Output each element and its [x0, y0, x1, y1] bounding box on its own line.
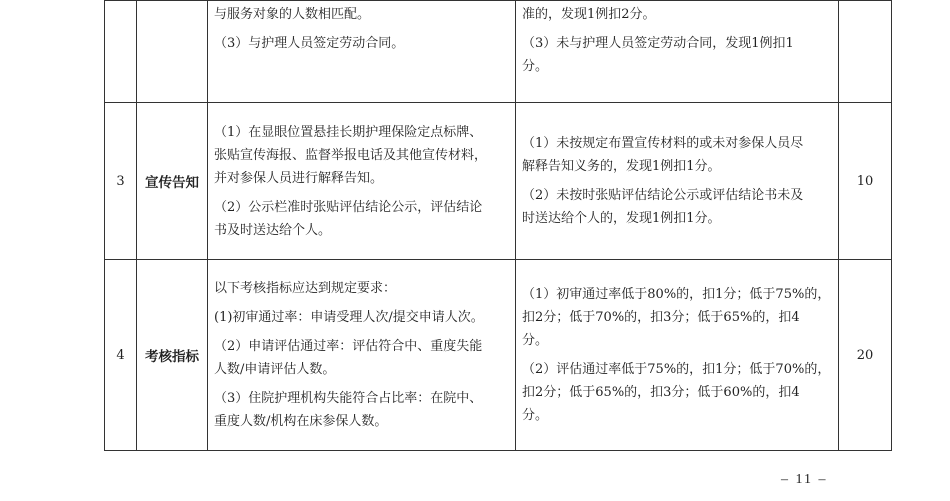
deduction-line: （3）未与护理人员签定劳动合同，发现1例扣1: [522, 36, 794, 51]
row-number: [105, 1, 137, 103]
deduction-line: （2）评估通过率低于75%的，扣1分；低于70%的，: [522, 362, 831, 377]
deduction-cell: [516, 260, 839, 451]
deduction-cell: [516, 103, 839, 260]
deduction-line: 准的，发现1例扣2分。: [522, 7, 656, 22]
requirement-line: (1)初审通过率：申请受理人次/提交申请人次。: [214, 310, 484, 325]
requirement-line: 人数/申请评估人数。: [214, 362, 336, 377]
score: [839, 1, 892, 103]
requirement-cell: [208, 103, 516, 260]
requirement-line: 并对参保人员进行解释告知。: [214, 170, 384, 186]
requirement-cell: [208, 1, 516, 103]
table-row: [105, 1, 892, 103]
deduction-line: 扣2分；低于70%的，扣3分；低于65%的，扣4: [522, 310, 800, 325]
item-title: [137, 1, 208, 103]
deduction-line: 分。: [522, 59, 549, 74]
requirement-line: （3）与护理人员签定劳动合同。: [214, 36, 405, 51]
assessment-table: [104, 0, 892, 451]
requirement-line: （2）申请评估通过率：评估符合中、重度失能: [214, 339, 483, 354]
requirement-line: 书及时送达给个人。: [214, 222, 332, 238]
deduction-line: （1）初审通过率低于80%的，扣1分；低于75%的，: [522, 287, 831, 302]
score: 20: [839, 260, 892, 451]
requirement-line: 与服务对象的人数相匹配。: [214, 7, 371, 22]
requirement-line: （2）公示栏准时张贴评估结论公示，评估结论: [214, 199, 483, 215]
item-title: 考核指标: [137, 260, 208, 451]
deduction-line: 分。: [522, 333, 549, 348]
requirement-line: 重度人数/机构在床参保人数。: [214, 414, 388, 429]
score: 10: [839, 103, 892, 260]
table-row: [105, 103, 892, 260]
item-title: 宣传告知: [137, 103, 208, 260]
row-number: 4: [105, 260, 137, 451]
page-number: – 11 –: [781, 472, 828, 487]
deduction-line: 解释告知义务的，发现1例扣1分。: [522, 159, 721, 174]
row-number: 3: [105, 103, 137, 260]
table-row: [105, 260, 892, 451]
requirement-line: （3）住院护理机构失能符合占比率：在院中、: [214, 391, 483, 406]
requirement-line: 以下考核指标应达到规定要求：: [214, 281, 397, 296]
deduction-line: 时送达给个人的，发现1例扣1分。: [522, 211, 721, 226]
deduction-cell: [516, 1, 839, 103]
requirement-cell: [208, 260, 516, 451]
deduction-line: （2）未按时张贴评估结论公示或评估结论书未及: [522, 188, 804, 203]
deduction-line: 分。: [522, 408, 549, 423]
deduction-line: 扣2分；低于65%的，扣3分；低于60%的，扣4: [522, 385, 800, 400]
deduction-line: （1）未按规定布置宣传材料的或未对参保人员尽: [522, 136, 804, 151]
requirement-line: （1）在显眼位置悬挂长期护理保险定点标牌、: [214, 124, 483, 140]
requirement-line: 张贴宣传海报、监督举报电话及其他宣传材料，: [214, 147, 488, 163]
